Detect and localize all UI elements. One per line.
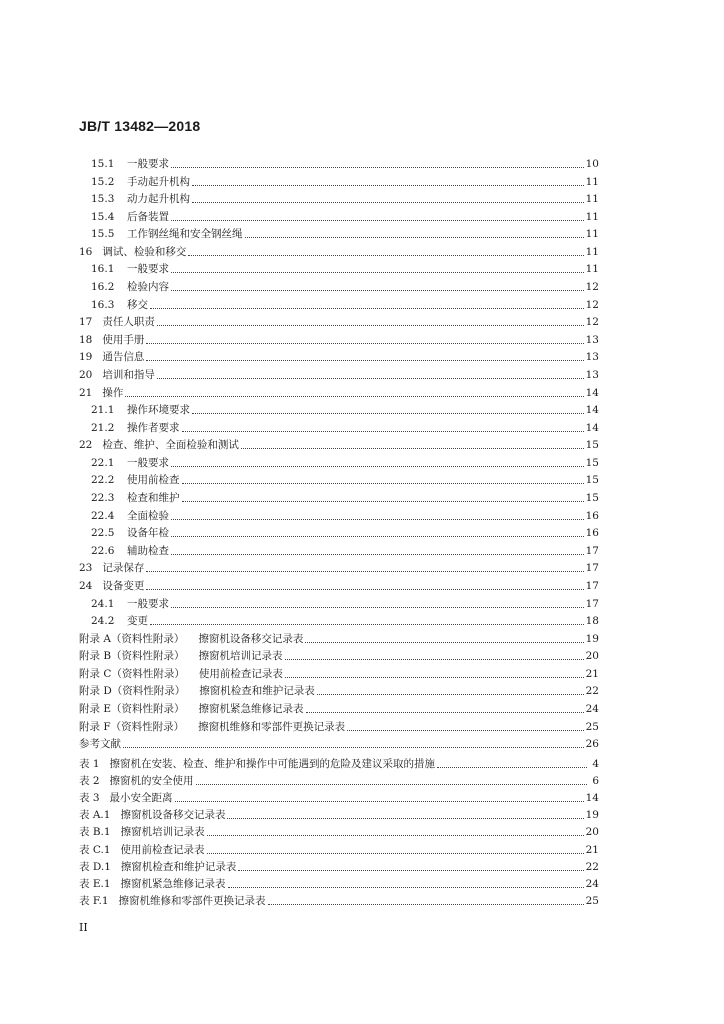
dot-leader <box>123 746 584 748</box>
toc-entry-label <box>79 895 266 907</box>
toc-entry-number: 24.1 <box>91 597 115 610</box>
dot-leader <box>305 641 583 643</box>
toc-entry-number: 表 F.1 <box>79 894 109 907</box>
toc-entry-title: 后备装置 <box>127 210 169 223</box>
toc-entry[interactable] <box>79 805 599 821</box>
toc-entry-label <box>79 193 190 205</box>
dot-leader <box>192 412 584 414</box>
toc-entry-title: 检验内容 <box>127 281 169 294</box>
toc-entry-title: 擦窗机的安全使用 <box>109 775 194 788</box>
toc-entry-label <box>79 615 148 627</box>
toc-entry-label <box>79 792 173 804</box>
toc-entry-label <box>79 387 123 399</box>
toc-entry[interactable] <box>79 576 599 592</box>
dot-leader <box>182 482 584 484</box>
toc-entry-page: 24 <box>585 877 599 890</box>
toc-entry-number: 24.2 <box>91 615 115 628</box>
toc-entry[interactable] <box>79 172 599 188</box>
toc-entry[interactable] <box>79 611 599 627</box>
toc-entry-page: 16 <box>585 509 599 522</box>
toc-entry-page: 11 <box>585 245 599 258</box>
toc-entry-page: 22 <box>585 860 599 873</box>
toc-entry[interactable] <box>79 558 599 574</box>
toc-entry-title: 一般要求 <box>127 158 169 170</box>
toc-entry-page: 13 <box>585 333 599 346</box>
dot-leader <box>171 535 584 537</box>
toc-entry[interactable] <box>79 224 599 240</box>
toc-entry-label <box>79 527 169 539</box>
dot-leader <box>146 342 583 344</box>
toc-entry-label <box>79 703 304 715</box>
toc-entry-number: 表 B.1 <box>79 826 111 839</box>
dot-leader <box>238 869 583 871</box>
toc-entry-title: 操作环境要求 <box>127 404 190 417</box>
toc-entry-page: 4 <box>592 758 599 770</box>
dot-leader <box>171 289 584 291</box>
toc-entry-number: 18 <box>79 333 93 346</box>
dot-leader <box>268 903 584 905</box>
toc-entry-label <box>79 633 303 645</box>
dot-leader <box>347 729 584 731</box>
dot-leader <box>146 570 583 572</box>
toc-entry-page: 6 <box>592 775 599 788</box>
toc-entry-number: 15.4 <box>91 210 115 223</box>
toc-entry[interactable] <box>79 646 599 662</box>
toc-entry-title: 设备变更 <box>102 579 145 592</box>
dot-leader <box>182 500 584 502</box>
toc-entry-title: 一般要求 <box>127 597 169 610</box>
toc-entry-label <box>79 685 315 697</box>
toc-entry-page: 17 <box>585 579 599 592</box>
toc-entry-page: 12 <box>585 298 599 311</box>
dot-leader <box>245 236 584 238</box>
toc-entry-number: 16.2 <box>91 281 115 294</box>
toc-entry[interactable] <box>79 488 599 504</box>
toc-entry[interactable] <box>79 242 599 258</box>
toc-entry-number: 22.2 <box>91 474 115 487</box>
toc-entry-page: 14 <box>585 386 599 399</box>
dot-leader <box>171 606 584 608</box>
toc-entry-title: 使用前检查记录表 <box>120 843 205 856</box>
toc-entry-label <box>79 457 169 469</box>
toc-entry-title: 通告信息 <box>102 351 145 364</box>
dot-leader <box>241 447 584 449</box>
toc-entry[interactable] <box>79 312 599 328</box>
toc-entry-number: 19 <box>79 351 93 364</box>
toc-entry[interactable] <box>79 541 599 557</box>
toc-entry-number: 22.3 <box>91 492 115 505</box>
toc-entry-page: 17 <box>585 597 599 610</box>
toc-entry-title: 擦窗机检查和维护记录表 <box>120 860 237 873</box>
toc-entry[interactable] <box>79 629 599 645</box>
toc-entry-title: 擦窗机在安装、检查、维护和操作中可能遇到的危险及建议采取的措施 <box>109 758 436 770</box>
toc-entry-page: 19 <box>585 809 599 822</box>
toc-entry-number: 17 <box>79 316 93 329</box>
toc-entry-title: 全面检验 <box>127 509 169 522</box>
dot-leader <box>196 783 587 785</box>
toc-entry-page: 14 <box>585 421 599 434</box>
toc-entry-page: 17 <box>585 562 599 575</box>
toc-entry-label <box>79 510 169 522</box>
toc-entry[interactable] <box>79 681 599 697</box>
toc-entry-label <box>79 721 345 733</box>
toc-entry-title: 辅助检查 <box>127 544 169 557</box>
toc-entry[interactable] <box>79 734 599 750</box>
dot-leader <box>171 219 584 221</box>
toc-entry-page: 26 <box>585 738 599 751</box>
toc-entry[interactable] <box>79 347 599 363</box>
toc-entry-number: 附录 A（资料性附录） <box>79 632 185 645</box>
toc-entry-title: 动力起升机构 <box>127 193 190 206</box>
toc-entry-page: 17 <box>585 544 599 557</box>
dot-leader <box>285 676 584 678</box>
toc-entry-number: 22.5 <box>91 527 115 540</box>
toc-entry-label <box>79 650 283 662</box>
toc-entry[interactable] <box>79 523 599 539</box>
toc-entry-page: 11 <box>585 210 599 223</box>
toc-entry-label <box>79 580 144 592</box>
toc-entry-page: 25 <box>585 720 599 733</box>
toc-entry-page: 15 <box>585 492 599 505</box>
toc-entry-label <box>79 246 186 258</box>
toc-entry-title: 擦窗机维修和零部件更换记录表 <box>198 720 346 733</box>
toc-entry-title: 使用前检查记录表 <box>198 667 283 680</box>
toc-entry[interactable] <box>79 840 599 856</box>
toc-entry[interactable] <box>79 259 599 275</box>
toc-entry-page: 19 <box>585 632 599 645</box>
toc-entry-number: 参考文献 <box>79 738 121 751</box>
toc-entry[interactable] <box>79 664 599 680</box>
toc-entry[interactable] <box>79 330 599 346</box>
toc-entry-page: 18 <box>585 615 599 628</box>
toc-entry[interactable] <box>79 277 599 293</box>
toc-entry-title: 一般要求 <box>127 263 169 276</box>
toc-entry-number: 15.2 <box>91 175 115 188</box>
dot-leader <box>157 377 584 379</box>
toc-entry[interactable] <box>79 891 599 907</box>
toc-entry-number: 22 <box>79 439 93 452</box>
toc-entry-title: 调试、检验和移交 <box>102 245 187 258</box>
toc-entry-title: 擦窗机设备移交记录表 <box>120 809 226 822</box>
toc-entry-page: 21 <box>585 843 599 856</box>
toc-entry-number: 21 <box>79 386 93 399</box>
toc-entry-title: 擦窗机紧急维修记录表 <box>198 702 304 715</box>
toc-entry-page: 15 <box>585 439 599 452</box>
dot-leader <box>171 271 584 273</box>
toc-entry-number: 22.6 <box>91 544 115 557</box>
toc-entry-page: 11 <box>585 228 599 241</box>
toc-entry-title: 擦窗机紧急维修记录表 <box>120 877 226 890</box>
toc-entry-label <box>79 334 144 346</box>
toc-entry[interactable] <box>79 400 599 416</box>
toc-entry-title: 擦窗机设备移交记录表 <box>198 632 304 645</box>
toc-entry-number: 表 3 <box>79 792 100 805</box>
toc-entry-title: 工作钢丝绳和安全钢丝绳 <box>127 228 243 241</box>
dot-leader <box>157 324 584 326</box>
toc-entry[interactable] <box>79 189 599 205</box>
toc-entry-number: 附录 F（资料性附录） <box>79 720 185 733</box>
dot-leader <box>227 817 583 819</box>
toc-entry[interactable] <box>79 788 599 804</box>
toc-entry[interactable] <box>79 754 599 770</box>
toc-entry-label <box>79 211 169 223</box>
toc-entry-title: 手动起升机构 <box>127 175 190 188</box>
toc-entry-title: 变更 <box>127 615 148 628</box>
toc-entry-title: 使用手册 <box>102 333 145 346</box>
toc-entry-page: 15 <box>585 456 599 469</box>
toc-entry-number: 23 <box>79 562 93 575</box>
toc-entry-label <box>79 299 148 311</box>
toc-entry-number: 24 <box>79 579 93 592</box>
toc-entry-label <box>79 878 226 890</box>
toc-entry-number: 表 D.1 <box>79 860 111 873</box>
toc-entry-label <box>79 404 190 416</box>
dot-leader <box>228 886 584 888</box>
toc-entry-label <box>79 844 205 856</box>
toc-entry[interactable] <box>79 857 599 873</box>
toc-entry-page: 25 <box>585 894 599 907</box>
dot-leader <box>146 588 583 590</box>
toc-entry-number: 15.3 <box>91 193 115 206</box>
toc-entry-title: 最小安全距离 <box>109 792 173 805</box>
toc-entry-title: 责任人职责 <box>102 316 155 329</box>
toc-entry-page: 15 <box>585 474 599 487</box>
toc-entry-label <box>79 545 169 557</box>
toc-entry-number: 表 1 <box>79 758 100 770</box>
toc-entry-label <box>79 775 194 787</box>
toc-entry-title: 擦窗机培训记录表 <box>120 826 205 839</box>
dot-leader <box>437 766 587 768</box>
toc-entry-label <box>79 228 243 240</box>
toc-entry-label <box>79 439 239 451</box>
toc-entry-label <box>79 281 169 293</box>
toc-entry-label <box>79 158 169 170</box>
toc-entry-page: 12 <box>585 316 599 329</box>
toc-entry-page: 13 <box>585 351 599 364</box>
toc-entry-number: 16 <box>79 245 93 258</box>
page-number: II <box>79 921 88 934</box>
toc-entry[interactable] <box>79 365 599 381</box>
toc-entry-label <box>79 474 180 486</box>
toc-entry[interactable] <box>79 717 599 733</box>
toc-entry-label <box>79 492 180 504</box>
toc-entry-number: 16.3 <box>91 298 115 311</box>
toc-entry[interactable] <box>79 506 599 522</box>
dot-leader <box>175 800 584 802</box>
dot-leader <box>146 359 583 361</box>
toc-entry-page: 20 <box>585 650 599 663</box>
toc-entry-title: 操作 <box>102 386 124 399</box>
toc-entry-label <box>79 263 169 275</box>
toc-entry-number: 15.1 <box>91 158 115 170</box>
toc-entry-title: 移交 <box>127 298 148 311</box>
toc-entry-page: 14 <box>585 404 599 417</box>
toc-entry-number: 表 2 <box>79 775 100 788</box>
toc-entry-label <box>79 351 144 363</box>
dot-leader <box>306 711 584 713</box>
toc-entry-number: 表 C.1 <box>79 843 111 856</box>
toc-entry-label <box>79 598 169 610</box>
dot-leader <box>317 693 584 695</box>
toc-entry[interactable] <box>79 699 599 715</box>
toc-entry-label <box>79 562 144 574</box>
toc-entry-page: 21 <box>585 667 599 680</box>
toc-entry-title: 记录保存 <box>102 562 145 575</box>
dot-leader <box>150 623 584 625</box>
toc-entry[interactable] <box>79 470 599 486</box>
toc-entry-label <box>79 738 121 750</box>
toc-entry-title: 擦窗机培训记录表 <box>198 650 283 663</box>
toc-entry-page: 11 <box>585 193 599 206</box>
toc-entry[interactable] <box>79 771 599 787</box>
toc-entry-label <box>79 861 236 873</box>
toc-entry-title: 擦窗机检查和维护记录表 <box>199 685 315 698</box>
toc-entry-number: 21.1 <box>91 404 115 417</box>
dot-leader <box>182 430 584 432</box>
toc-entry[interactable] <box>79 594 599 610</box>
toc-entry-page: 16 <box>585 527 599 540</box>
toc-entry-title: 检查和维护 <box>127 492 180 505</box>
dot-leader <box>150 307 584 309</box>
dot-leader <box>192 184 584 186</box>
dot-leader <box>171 553 584 555</box>
toc-entry-number: 22.1 <box>91 456 115 469</box>
toc-entry-label <box>79 668 283 680</box>
toc-entry-page: 10 <box>585 158 599 170</box>
toc-entry-number: 表 A.1 <box>79 809 111 822</box>
toc-entry-label <box>79 809 225 821</box>
toc-entry[interactable] <box>79 435 599 451</box>
toc-entry-label <box>79 758 435 770</box>
toc-entry-number: 22.4 <box>91 509 115 522</box>
toc-entry-title: 培训和指导 <box>102 368 155 381</box>
toc-entry-title: 操作者要求 <box>127 421 180 434</box>
toc-entry-label <box>79 826 205 838</box>
toc-entry[interactable] <box>79 874 599 890</box>
dot-leader <box>171 166 584 168</box>
dot-leader <box>285 658 584 660</box>
dot-leader <box>207 852 584 854</box>
dot-leader <box>188 254 583 256</box>
toc-entry[interactable] <box>79 418 599 434</box>
toc-entry-page: 24 <box>585 702 599 715</box>
toc-entry-number: 21.2 <box>91 421 115 434</box>
toc-entry-title: 擦窗机维修和零部件更换记录表 <box>118 894 266 907</box>
toc-entry-number: 16.1 <box>91 263 115 276</box>
dot-leader <box>125 395 583 397</box>
toc-entry-title: 设备年检 <box>127 527 169 540</box>
toc-entry[interactable] <box>79 453 599 469</box>
toc-entry[interactable] <box>79 822 599 838</box>
toc-entry-page: 11 <box>585 175 599 188</box>
toc-entry-page: 12 <box>585 281 599 294</box>
toc-entry[interactable] <box>79 207 599 223</box>
dot-leader <box>171 518 584 520</box>
dot-leader <box>171 465 584 467</box>
toc-entry-label <box>79 422 180 434</box>
toc-entry-title: 检查、维护、全面检验和测试 <box>102 439 239 452</box>
toc-entry[interactable] <box>79 295 599 311</box>
toc-entry-page: 11 <box>585 263 599 276</box>
toc-entry-label <box>79 369 155 381</box>
toc-entry-page: 20 <box>585 826 599 839</box>
toc-entry[interactable] <box>79 154 599 170</box>
toc-entry-page: 22 <box>585 685 599 698</box>
toc-entry-title: 使用前检查 <box>127 474 180 487</box>
toc-entry-number: 附录 E（资料性附录） <box>79 702 185 715</box>
toc-entry-page: 14 <box>585 792 599 805</box>
toc-entry-label <box>79 176 190 188</box>
toc-entry-number: 附录 D（资料性附录） <box>79 685 186 698</box>
toc-entry-label <box>79 316 155 328</box>
dot-leader <box>207 834 584 836</box>
toc-entry-number: 15.5 <box>91 228 115 241</box>
toc-entry[interactable] <box>79 383 599 399</box>
toc-entry-number: 20 <box>79 368 93 381</box>
standard-number: JB/T 13482—2018 <box>79 118 201 134</box>
toc-entry-page: 13 <box>585 368 599 381</box>
toc-entry-number: 表 E.1 <box>79 877 111 890</box>
toc-entry-title: 一般要求 <box>127 456 169 469</box>
toc-entry-number: 附录 C（资料性附录） <box>79 667 185 680</box>
dot-leader <box>192 201 584 203</box>
toc-entry-number: 附录 B（资料性附录） <box>79 650 185 663</box>
